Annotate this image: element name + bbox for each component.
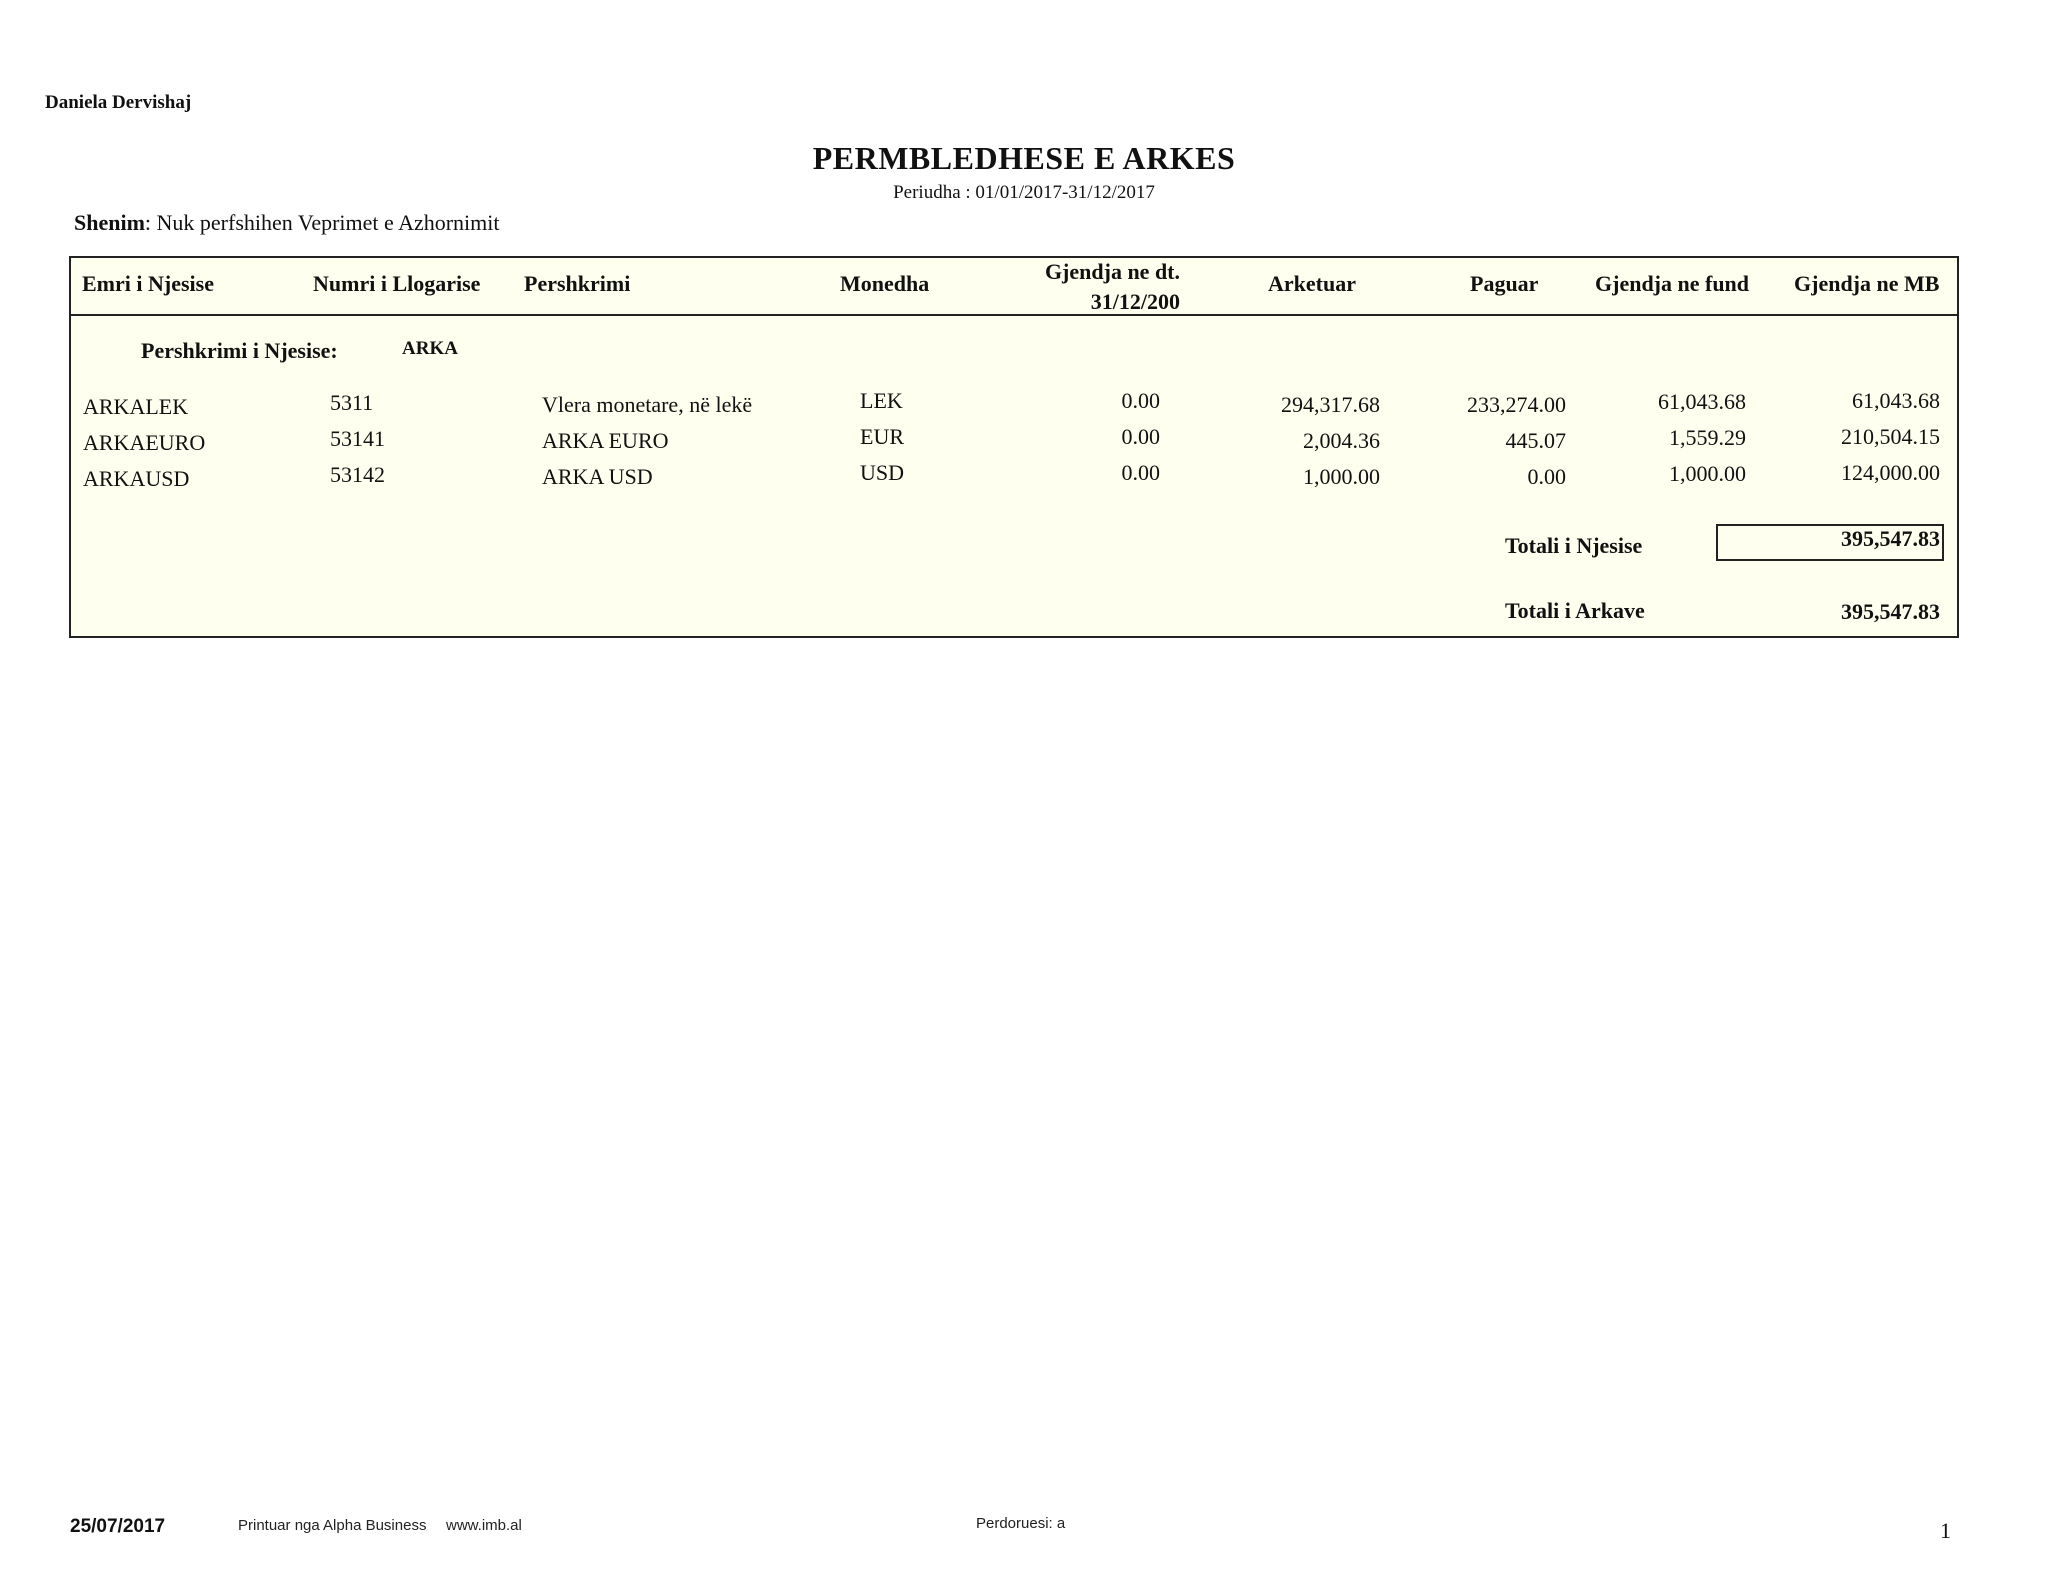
header-description: Pershkrimi	[524, 271, 631, 296]
row-3-currency: USD	[860, 460, 905, 485]
row-2-opening-balance: 0.00	[1121, 424, 1160, 449]
row-1-unit-name: ARKALEK	[83, 394, 189, 419]
header-closing-balance: Gjendja ne fund	[1595, 271, 1750, 296]
header-opening-balance-line1: Gjendja ne dt.	[1044, 259, 1180, 284]
row-1-currency: LEK	[860, 388, 903, 413]
row-1-received: 294,317.68	[1281, 392, 1380, 417]
row-3-paid: 0.00	[1527, 464, 1566, 489]
row-3-received: 1,000.00	[1303, 464, 1380, 489]
report-title: PERMBLEDHESE E ARKES	[812, 140, 1236, 176]
unit-total-label: Totali i Njesise	[1505, 533, 1643, 558]
row-1-balance-local: 61,043.68	[1852, 388, 1940, 413]
row-1-description: Vlera monetare, në lekë	[542, 392, 753, 417]
footer-date: 25/07/2017	[70, 1516, 166, 1537]
row-3-closing-balance: 1,000.00	[1669, 461, 1746, 486]
report-note	[74, 210, 500, 236]
header-opening-balance-line2: 31/12/200	[1090, 289, 1180, 314]
row-2-paid: 445.07	[1505, 428, 1566, 453]
report-period: Periudha : 01/01/2017-31/12/2017	[893, 182, 1155, 203]
row-2-currency: EUR	[860, 424, 904, 449]
header-paid: Paguar	[1470, 271, 1539, 296]
footer-website: www.imb.al	[446, 1517, 522, 1534]
row-1-opening-balance: 0.00	[1121, 388, 1160, 413]
row-3-balance-local: 124,000.00	[1841, 460, 1940, 485]
row-2-closing-balance: 1,559.29	[1669, 425, 1746, 450]
row-1-account-number: 5311	[330, 390, 374, 415]
row-1-closing-balance: 61,043.68	[1658, 389, 1746, 414]
header-opening-balance	[1000, 257, 1180, 317]
footer-printed-by: Printuar nga Alpha Business	[238, 1517, 427, 1534]
grand-total-label: Totali i Arkave	[1505, 598, 1645, 623]
group-value: ARKA	[402, 338, 458, 359]
note-text: : Nuk perfshihen Veprimet e Azhornimit	[144, 210, 500, 235]
header-currency: Monedha	[840, 271, 930, 296]
grand-total-value: 395,547.83	[1841, 599, 1940, 624]
row-1-paid: 233,274.00	[1467, 392, 1566, 417]
row-3-opening-balance: 0.00	[1121, 460, 1160, 485]
row-2-balance-local: 210,504.15	[1841, 424, 1940, 449]
row-2-account-number: 53141	[330, 426, 385, 451]
row-2-description: ARKA EURO	[542, 428, 669, 453]
row-3-account-number: 53142	[330, 462, 385, 487]
header-unit-name: Emri i Njesise	[82, 271, 214, 296]
footer-user: Perdoruesi: a	[976, 1515, 1066, 1532]
group-label: Pershkrimi i Njesise:	[141, 338, 338, 363]
row-2-unit-name: ARKAEURO	[83, 430, 206, 455]
note-label: Shenim	[74, 210, 145, 235]
header-balance-local: Gjendja ne MB	[1794, 271, 1940, 296]
header-account-number: Numri i Llogarise	[313, 271, 481, 296]
header-received: Arketuar	[1268, 271, 1356, 296]
company-name: Daniela Dervishaj	[45, 92, 192, 113]
row-2-received: 2,004.36	[1303, 428, 1380, 453]
unit-total-value: 395,547.83	[1841, 526, 1940, 551]
row-3-unit-name: ARKAUSD	[83, 466, 190, 491]
row-3-description: ARKA USD	[542, 464, 653, 489]
page-number: 1	[1940, 1518, 1951, 1543]
